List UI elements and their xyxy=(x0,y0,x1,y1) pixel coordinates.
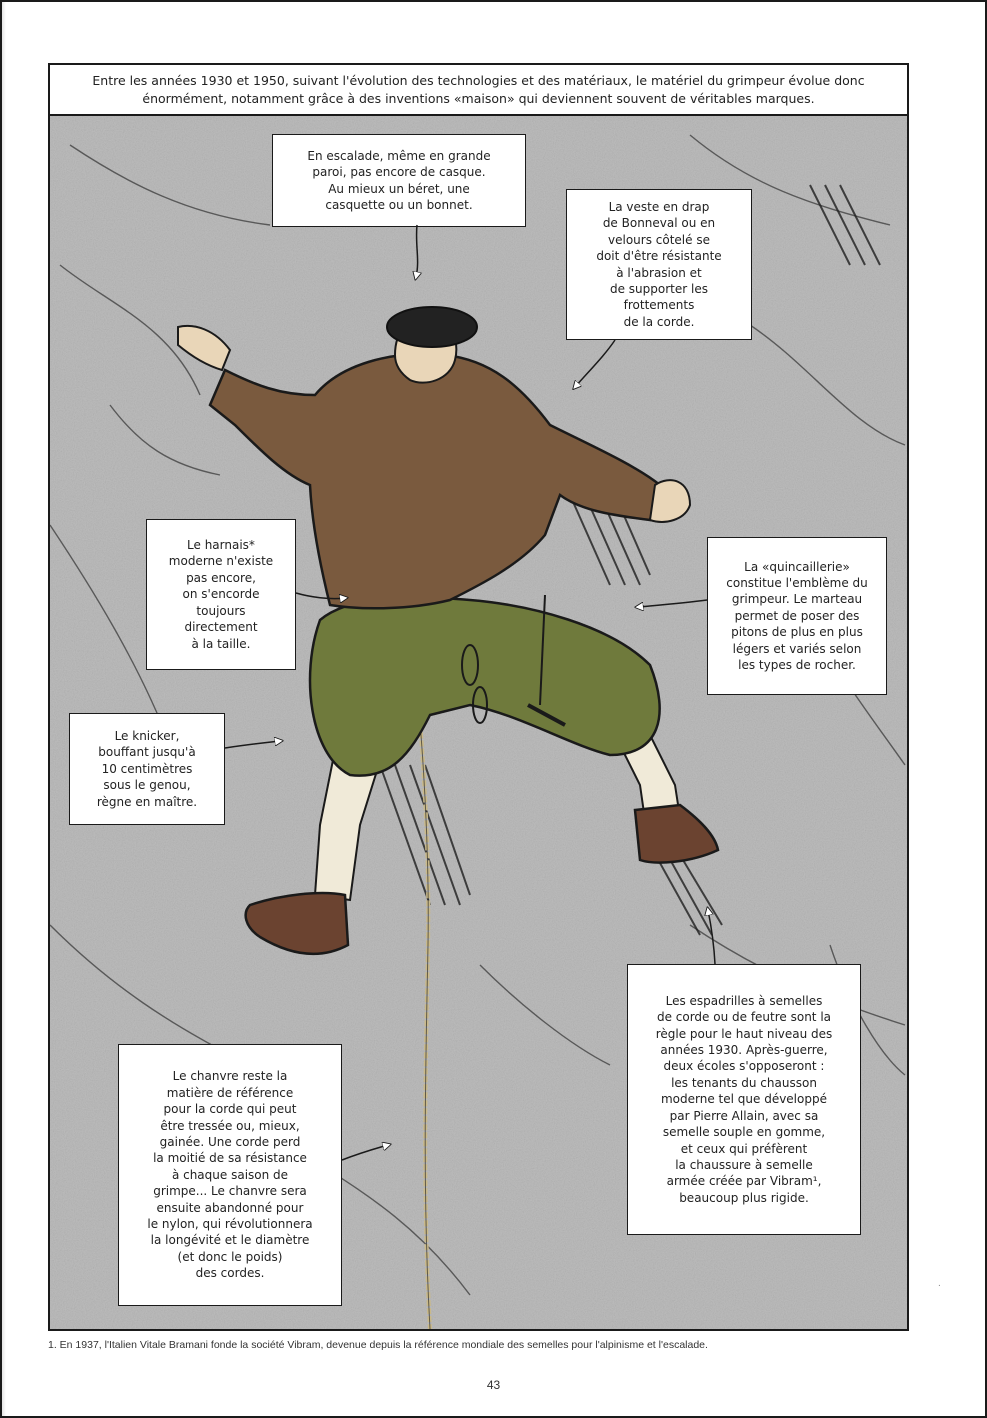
page-number: 43 xyxy=(486,1378,501,1392)
beret xyxy=(387,307,477,347)
caption-helmet: En escalade, même en grande paroi, pas encore de casque. Au mieux un béret, une casquette ou un bonnet. xyxy=(272,134,526,227)
caption-knicker: Le knicker, bouffant jusqu'à 10 centimètres sous le genou, règne en maître. xyxy=(69,713,225,825)
caption-jacket: La veste en drap de Bonneval ou en velours côtelé se doit d'être résistante à l'abrasion et de supporter les frottements de la corde. xyxy=(566,189,752,340)
illustration-panel xyxy=(48,63,909,1331)
intro-caption: Entre les années 1930 et 1950, suivant l'évolution des technologies et des matériaux, le matériel du grimpeur évolue donc énormément, notamment grâce à des inventions «maison» qui deviennent souvent de véritables marques. xyxy=(50,65,907,116)
footnote: 1. En 1937, l'Italien Vitale Bramani fonde la société Vibram, devenue depuis la référence mondiale des semelles pour l'alpinisme et l'escalade. xyxy=(48,1339,708,1351)
caption-rope: Le chanvre reste la matière de référence pour la corde qui peut être tressée ou, mieux, gainée. Une corde perd la moitié de sa résistance à chaque saison de grimpe... Le chanvre sera ensuite abandonné pour le nylon, qui révolutionnera la longévité et le diamètre (et donc le poids) des cordes. xyxy=(118,1044,342,1306)
paper-speck: . xyxy=(938,1278,941,1289)
caption-harness: Le harnais* moderne n'existe pas encore, on s'encorde toujours directement à la taille. xyxy=(146,519,296,670)
caption-hardware: La «quincaillerie» constitue l'emblème du grimpeur. Le marteau permet de poser des pitons de plus en plus légers et variés selon les types de rocher. xyxy=(707,537,887,695)
caption-shoes: Les espadrilles à semelles de corde ou de feutre sont la règle pour le haut niveau des années 1930. Après-guerre, deux écoles s'opposeront : les tenants du chausson moderne tel que développé par Pierre Allain, avec sa semelle souple en gomme, et ceux qui préfèrent la chaussure à semelle armée créée par Vibram¹, beaucoup plus rigide. xyxy=(627,964,861,1235)
